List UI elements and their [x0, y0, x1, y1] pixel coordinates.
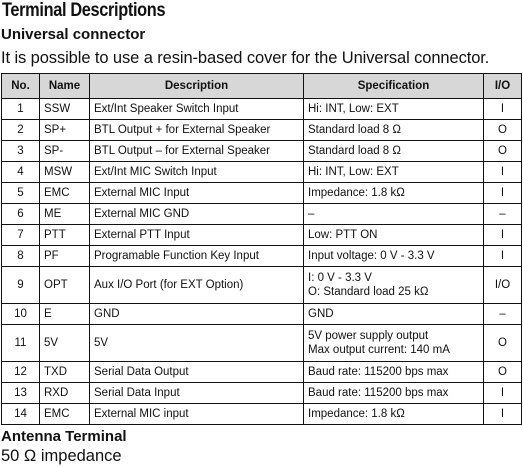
specification-line: Input voltage: 0 V - 3.3 V [308, 250, 435, 262]
pin-number-cell: 6 [2, 204, 40, 225]
intro-paragraph: It is possible to use a resin-based cover for the Universal connector. [1, 49, 490, 67]
specification-cell [304, 141, 484, 162]
specification-line: 5V power supply output [308, 330, 429, 342]
description-cell: 5V [90, 325, 304, 362]
io-cell: I [484, 246, 522, 267]
specification-line: GND [308, 308, 334, 320]
antenna-impedance-text: 50 Ω impedance [1, 447, 122, 465]
description-cell: BTL Output – for External Speaker [90, 141, 304, 162]
description-cell: Aux I/O Port (for EXT Option) [90, 267, 304, 304]
specification-cell [304, 404, 484, 425]
specification-line: Hi: INT, Low: EXT [308, 166, 399, 178]
table-row [2, 99, 522, 120]
page-title: Terminal Descriptions [2, 0, 166, 21]
terminal-table [1, 73, 522, 425]
description-cell: External PTT Input [90, 225, 304, 246]
io-cell: O [484, 120, 522, 141]
pin-name-cell: SP- [40, 141, 90, 162]
specification-cell [304, 304, 484, 325]
specification-line: Standard load 8 Ω [308, 145, 401, 157]
table-row [2, 325, 522, 362]
pin-name-cell: RXD [40, 383, 90, 404]
pin-number-cell: 13 [2, 383, 40, 404]
pin-number-cell: 11 [2, 325, 40, 362]
table-row [2, 183, 522, 204]
specification-cell [304, 162, 484, 183]
header-name: Name [40, 74, 90, 99]
header-io: I/O [484, 74, 522, 99]
pin-name-cell: OPT [40, 267, 90, 304]
pin-number-cell: 10 [2, 304, 40, 325]
pin-name-cell: MSW [40, 162, 90, 183]
specification-cell [304, 225, 484, 246]
specification-cell [304, 267, 484, 304]
description-cell: Programable Function Key Input [90, 246, 304, 267]
table-row [2, 246, 522, 267]
pin-number-cell: 2 [2, 120, 40, 141]
io-cell: – [484, 304, 522, 325]
terminal-table-header [2, 74, 522, 99]
header-description: Description [90, 74, 304, 99]
specification-line: I: 0 V - 3.3 V [308, 272, 372, 284]
io-cell: O [484, 362, 522, 383]
specification-line: Impedance: 1.8 kΩ [308, 408, 405, 420]
pin-name-cell: ME [40, 204, 90, 225]
io-cell: I [484, 183, 522, 204]
pin-name-cell: EMC [40, 183, 90, 204]
table-row [2, 141, 522, 162]
table-row [2, 383, 522, 404]
specification-cell [304, 246, 484, 267]
specification-line: Max output current: 140 mA [308, 344, 450, 356]
table-row [2, 204, 522, 225]
description-cell: External MIC Input [90, 183, 304, 204]
specification-line: Low: PTT ON [308, 229, 378, 241]
specification-line: Standard load 8 Ω [308, 124, 401, 136]
io-cell: – [484, 204, 522, 225]
io-cell: I [484, 383, 522, 404]
table-row [2, 267, 522, 304]
table-row [2, 120, 522, 141]
header-specification: Specification [304, 74, 484, 99]
description-cell: BTL Output + for External Speaker [90, 120, 304, 141]
pin-number-cell: 7 [2, 225, 40, 246]
io-cell: I/O [484, 267, 522, 304]
specification-cell [304, 204, 484, 225]
specification-line: Baud rate: 115200 bps max [308, 387, 449, 399]
description-cell: External MIC input [90, 404, 304, 425]
specification-line: Hi: INT, Low: EXT [308, 103, 399, 115]
specification-cell [304, 325, 484, 362]
pin-number-cell: 9 [2, 267, 40, 304]
io-cell: I [484, 162, 522, 183]
pin-number-cell: 8 [2, 246, 40, 267]
io-cell: O [484, 141, 522, 162]
specification-cell [304, 362, 484, 383]
pin-name-cell: PF [40, 246, 90, 267]
pin-name-cell: EMC [40, 404, 90, 425]
table-row [2, 162, 522, 183]
description-cell: GND [90, 304, 304, 325]
specification-line: Impedance: 1.8 kΩ [308, 187, 405, 199]
description-cell: Ext/Int Speaker Switch Input [90, 99, 304, 120]
specification-line: O: Standard load 25 kΩ [308, 286, 429, 298]
specification-cell [304, 120, 484, 141]
pin-number-cell: 5 [2, 183, 40, 204]
specification-cell [304, 99, 484, 120]
pin-number-cell: 4 [2, 162, 40, 183]
description-cell: External MIC GND [90, 204, 304, 225]
description-cell: Ext/Int MIC Switch Input [90, 162, 304, 183]
pin-name-cell: E [40, 304, 90, 325]
section-heading-antenna-terminal: Antenna Terminal [1, 428, 127, 445]
table-row [2, 304, 522, 325]
specification-cell [304, 183, 484, 204]
io-cell: I [484, 404, 522, 425]
io-cell: I [484, 99, 522, 120]
pin-number-cell: 14 [2, 404, 40, 425]
pin-name-cell: PTT [40, 225, 90, 246]
table-row [2, 362, 522, 383]
header-no: No. [2, 74, 40, 99]
pin-number-cell: 3 [2, 141, 40, 162]
terminal-table-body [2, 99, 522, 425]
header-row [2, 74, 522, 99]
pin-name-cell: 5V [40, 325, 90, 362]
pin-name-cell: SP+ [40, 120, 90, 141]
specification-cell [304, 383, 484, 404]
description-cell: Serial Data Input [90, 383, 304, 404]
io-cell: O [484, 325, 522, 362]
section-heading-universal-connector: Universal connector [1, 26, 146, 43]
pin-name-cell: SSW [40, 99, 90, 120]
table-row [2, 225, 522, 246]
specification-line: Baud rate: 115200 bps max [308, 366, 449, 378]
pin-number-cell: 1 [2, 99, 40, 120]
pin-number-cell: 12 [2, 362, 40, 383]
table-row [2, 404, 522, 425]
io-cell: I [484, 225, 522, 246]
description-cell: Serial Data Output [90, 362, 304, 383]
pin-name-cell: TXD [40, 362, 90, 383]
specification-line: – [308, 208, 315, 220]
